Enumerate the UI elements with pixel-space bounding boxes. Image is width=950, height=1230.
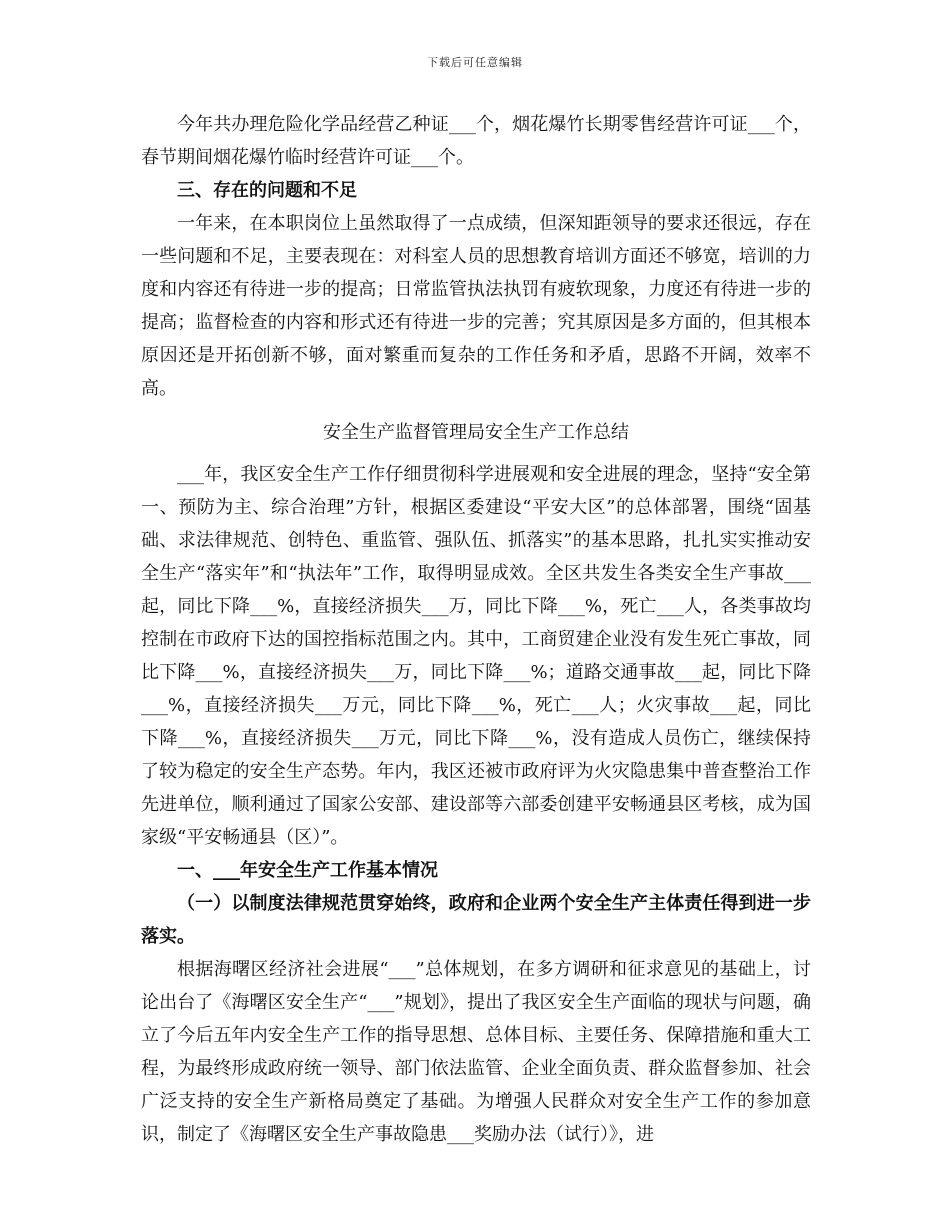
- subsection-heading-legal-norms: （一）以制度法律规范贯穿始终，政府和企业两个安全生产主体责任得到进一步落实。: [141, 893, 811, 947]
- section-heading-problems: 三、存在的问题和不足: [177, 180, 357, 201]
- document-title: 安全生产监督管理局安全生产工作总结: [323, 422, 629, 443]
- paragraph-problems: 一年来，在本职岗位上虽然取得了一点成绩，但深知距领导的要求还很远，存在一些问题和不足，主要表现在：对科室人员的思想教育培训方面还不够宽，培训的力度和内容还有待进一步的提高；日常监管执法执罚有疲软现象，力度还有待进一步的提高；监督检查的内容和形式还有待进一步的完善；究其原因是多方面的，但其根本原因还是开拓创新不够，面对繁重而复杂的工作任务和矛盾，思路不开阔，效率不高。: [141, 213, 811, 399]
- paragraph-license-count: 今年共办理危险化学品经营乙种证___个，烟花爆竹长期零售经营许可证___个，春节期间烟花爆竹临时经营许可证___个。: [141, 114, 811, 168]
- page-header: 下载后可任意编辑: [427, 56, 523, 69]
- section-heading-basic-situation: 一、___年安全生产工作基本情况: [177, 860, 438, 881]
- paragraph-planning: 根据海曙区经济社会进展“___”总体规划，在多方调研和征求意见的基础上，讨论出台了《海曙区安全生产“___”规划》，提出了我区安全生产面临的现状与问题，确立了今后五年内安全生产工作的指导思想、总体目标、主要任务、保障措施和重大工程，为最终形成政府统一领导、部门依法监管、企业全面负责、群众监督参加、社会广泛支持的安全生产新格局奠定了基础。为增强人民群众对安全生产工作的参加意识，制定了《海曙区安全生产事故隐患___奖励办法（试行）》，进: [141, 959, 811, 1145]
- document-body: [141, 108, 811, 1151]
- paragraph-summary: ___年，我区安全生产工作仔细贯彻科学进展观和安全进展的理念，坚持“安全第一、预防为主、综合治理”方针，根据区委建设“平安大区”的总体部署，围绕“固基础、求法律规范、创特色、重监管、强队伍、抓落实”的基本思路，扎扎实实推动安全生产“落实年”和“执法年”工作，取得明显成效。全区共发生各类安全生产事故___起，同比下降___%，直接经济损失___万，同比下降___%，死亡___人，各类事故均控制在市政府下达的国控指标范围之内。其中，工商贸建企业没有发生死亡事故，同比下降___%，直接经济损失___万，同比下降___%；道路交通事故___起，同比下降___%，直接经济损失___万元，同比下降___%，死亡___人；火灾事故___起，同比下降___%，直接经济损失___万元，同比下降___%，没有造成人员伤亡，继续保持了较为稳定的安全生产态势。年内，我区还被市政府评为火灾隐患集中普查整治工作先进单位，顺利通过了国家公安部、建设部等六部委创建平安畅通县区考核，成为国家级“平安畅通县（区）”。: [141, 464, 811, 848]
